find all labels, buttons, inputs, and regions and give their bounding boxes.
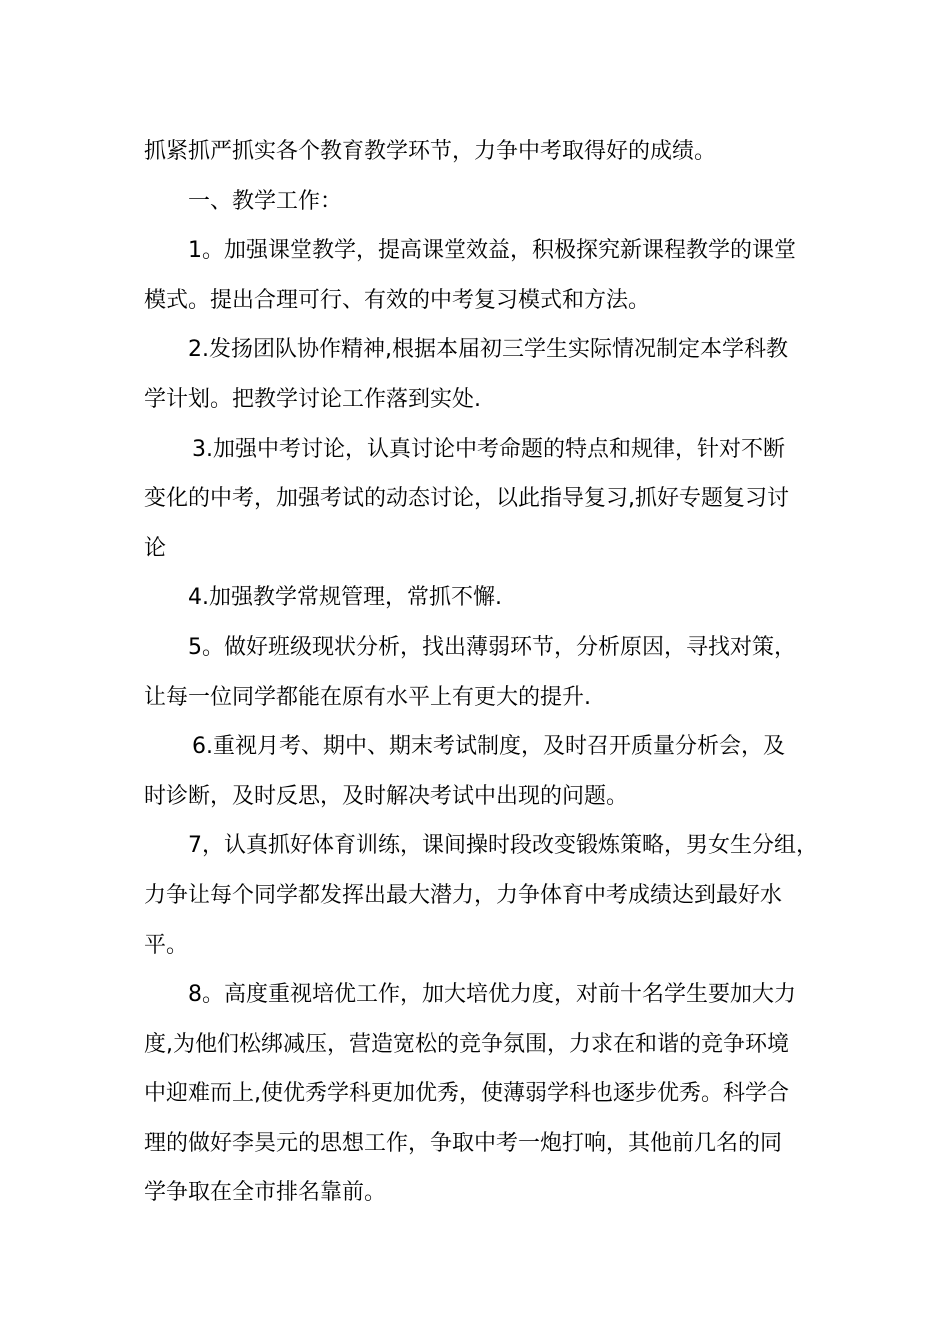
item-7-line: 平。	[144, 932, 189, 958]
item-8-line: 中迎难而上,使优秀学科更加优秀，使薄弱学科也逐步优秀。科学合	[144, 1081, 789, 1107]
item-1-line: 1。加强课堂教学，提高课堂效益，积极探究新课程教学的课堂	[188, 238, 796, 264]
item-2-line: 2.发扬团队协作精神,根据本届初三学生实际情况制定本学科教	[188, 337, 788, 363]
item-2-line: 学计划。把教学讨论工作落到实处.	[144, 386, 481, 412]
item-8-line: 度,为他们松绑减压，营造宽松的竞争氛围，力求在和谐的竞争环境	[144, 1031, 789, 1057]
item-8-line: 8。高度重视培优工作，加大培优力度，对前十名学生要加大力	[188, 982, 796, 1008]
item-4-line: 4.加强教学常规管理，常抓不懈.	[188, 585, 502, 611]
item-7-line: 7，认真抓好体育训练，课间操时段改变锻炼策略，男女生分组，	[188, 833, 818, 859]
item-8-line: 学争取在全市排名靠前。	[144, 1180, 387, 1206]
item-8-line: 理的做好李昊元的思想工作，争取中考一炮打响，其他前几名的同	[144, 1130, 783, 1156]
item-3-line: 3.加强中考讨论，认真讨论中考命题的特点和规律，针对不断	[192, 436, 785, 462]
item-1-line: 模式。提出合理可行、有效的中考复习模式和方法。	[144, 287, 651, 313]
document-body	[144, 127, 818, 1218]
item-5-line: 5。做好班级现状分析，找出薄弱环节，分析原因，寻找对策，	[188, 634, 796, 660]
item-5-line: 让每一位同学都能在原有水平上有更大的提升.	[144, 684, 591, 710]
item-7-line: 力争让每个同学都发挥出最大潜力，力争体育中考成绩达到最好水	[144, 882, 783, 908]
item-3-line: 变化的中考，加强考试的动态讨论，以此指导复习,抓好专题复习讨	[144, 486, 789, 512]
section-heading: 一、教学工作：	[188, 188, 343, 214]
item-3-line: 论	[144, 535, 167, 561]
text-line: 抓紧抓严抓实各个教育教学环节，力争中考取得好的成绩。	[144, 139, 717, 164]
item-6-line: 时诊断，及时反思，及时解决考试中出现的问题。	[144, 783, 629, 809]
item-6-line: 6.重视月考、期中、期末考试制度，及时召开质量分析会，及	[192, 734, 785, 760]
